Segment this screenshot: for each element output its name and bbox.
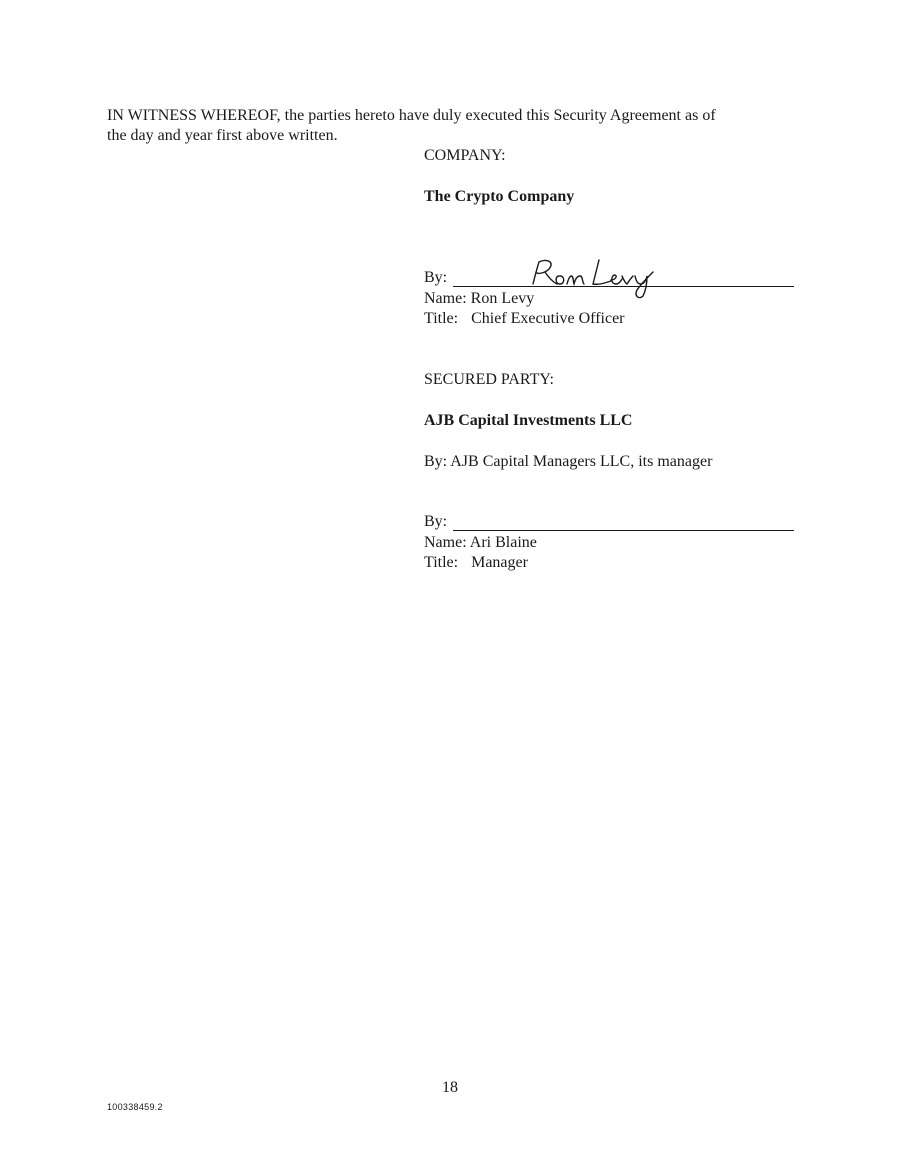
secured-party-title-value: Manager <box>471 554 528 571</box>
secured-party-signature-block <box>424 370 804 580</box>
secured-party-signature-line <box>453 512 794 531</box>
company-name: The Crypto Company <box>424 188 575 205</box>
secured-party-by-label: By: <box>424 513 448 530</box>
company-title-label: Title: <box>424 310 459 327</box>
company-signature-block <box>424 146 804 336</box>
page-number: 18 <box>442 1079 458 1096</box>
company-signature-line <box>453 268 794 287</box>
secured-party-by-row <box>424 512 794 532</box>
secured-party-heading: SECURED PARTY: <box>424 371 554 388</box>
secured-party-signatory-title-row <box>424 553 528 573</box>
witness-clause-line-1: IN WITNESS WHEREOF, the parties hereto have duly executed this Security Agreement as of <box>107 107 716 124</box>
company-signatory-name: Name: Ron Levy <box>424 290 535 307</box>
handwritten-signature <box>527 254 667 300</box>
company-by-row <box>424 268 794 288</box>
secured-party-by-entity: By: AJB Capital Managers LLC, its manager <box>424 453 713 470</box>
secured-party-signatory-name: Name: Ari Blaine <box>424 534 537 551</box>
company-signatory-title-row <box>424 309 625 329</box>
secured-party-title-label: Title: <box>424 554 459 571</box>
document-id: 100338459.2 <box>107 1102 163 1112</box>
secured-party-name: AJB Capital Investments LLC <box>424 412 633 429</box>
company-title-value: Chief Executive Officer <box>471 310 625 327</box>
witness-clause-line-2: the day and year first above written. <box>107 127 338 144</box>
company-heading: COMPANY: <box>424 147 506 164</box>
company-by-label: By: <box>424 269 448 286</box>
witness-clause <box>107 106 807 146</box>
